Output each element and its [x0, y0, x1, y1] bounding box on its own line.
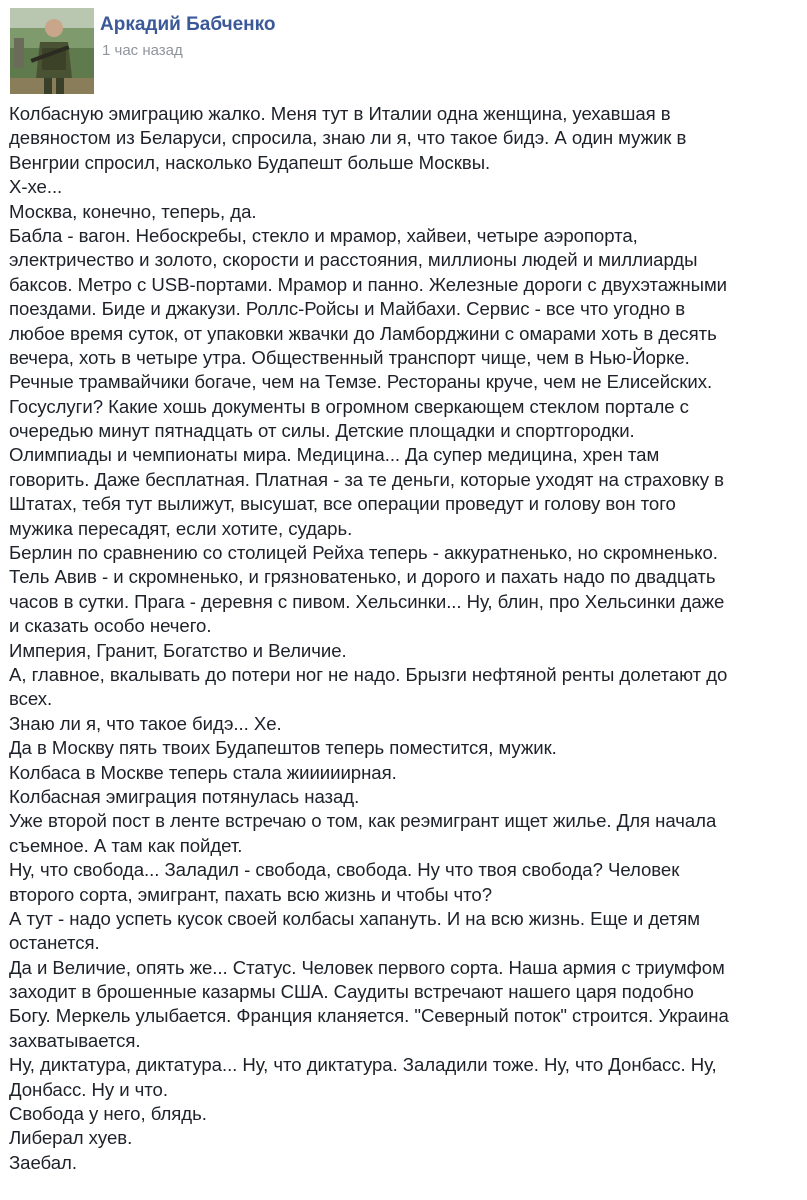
author-avatar[interactable]	[10, 8, 94, 94]
post-text-line: второго сорта, эмигрант, пахать всю жизнь и чтобы что?	[9, 883, 493, 905]
post-text-line: Да и Величие, опять же... Статус. Человек первого сорта. Наша армия с триумфом	[9, 956, 725, 978]
post-text-line: Москва, конечно, теперь, да.	[9, 200, 257, 222]
post-text-line: любое время суток, от упаковки жвачки до Ламборджини с омарами хоть в десять	[9, 322, 717, 344]
post-text-line: электричество и золото, скорости и расстояния, миллионы людей и миллиарды	[9, 249, 698, 271]
post-text-line: Госуслуги? Какие хошь документы в огромном сверкающем стеклом портале с	[9, 395, 689, 417]
post-text-line: Уже второй пост в ленте встречаю о том, как реэмигрант ищет жилье. Для начала	[9, 810, 717, 832]
post-text-line: Богу. Меркель улыбается. Франция кланяется. "Северный поток" строится. Украина	[9, 1005, 729, 1027]
post-text-line: Колбаса в Москве теперь стала жииииирная.	[9, 761, 397, 783]
post-text-line: захватывается.	[9, 1029, 141, 1051]
post-text-line: Донбасс. Ну и что.	[9, 1078, 168, 1100]
post-text-line: А тут - надо успеть кусок своей колбасы хапануть. И на всю жизнь. Еще и детям	[9, 907, 701, 929]
post-text-line: Знаю ли я, что такое бидэ... Хе.	[9, 712, 282, 734]
post-text-line: Х-хе...	[9, 176, 63, 198]
post-text-line: Речные трамвайчики богаче, чем на Темзе. Рестораны круче, чем не Елисейских.	[9, 371, 713, 393]
post-text	[9, 102, 799, 1175]
post-text-line: Колбасную эмиграцию жалко. Меня тут в Италии одна женщина, уехавшая в	[9, 103, 671, 124]
post-text-line: Либерал хуев.	[9, 1127, 133, 1149]
post-text-line: Тель Авив - и скромненько, и грязноватенько, и дорого и пахать надо по двадцать	[9, 566, 716, 588]
post-text-line: и сказать особо нечего.	[9, 615, 212, 637]
post-text-line: всех.	[9, 688, 53, 710]
post-text-line: съемное. А там как пойдет.	[9, 834, 243, 856]
post-text-line: Венгрии спросил, насколько Будапешт больше Москвы.	[9, 151, 491, 173]
post-text-line: мужика пересадят, если хотите, сударь.	[9, 517, 353, 539]
post-text-line: Империя, Гранит, Богатство и Величие.	[9, 639, 347, 661]
post-text-line: Ну, диктатура, диктатура... Ну, что диктатура. Заладили тоже. Ну, что Донбасс. Ну,	[9, 1054, 717, 1076]
post-text-line: заходит в брошенные казармы США. Саудиты встречают нашего царя подобно	[9, 981, 694, 1003]
post-text-line: баксов. Метро с USB-портами. Мрамор и панно. Железные дороги с двухэтажными	[9, 273, 728, 295]
post-text-line: поездами. Биде и джакузи. Роллс-Ройсы и Майбахи. Сервис - все что угодно в	[9, 298, 686, 320]
avatar-photo-icon	[10, 8, 94, 94]
post-text-line: говорить. Даже бесплатная. Платная - за те деньги, которые уходят на страховку в	[9, 468, 724, 490]
post-text-line: Штатах, тебя тут вылижут, высушат, все операции проведут и голову вон того	[9, 493, 676, 515]
author-name[interactable]: Аркадий Бабченко	[100, 14, 276, 35]
post-text-line: Олимпиады и чемпионаты мира. Медицина... Да супер медицина, хрен там	[9, 444, 660, 466]
post-text-line: часов в сутки. Прага - деревня с пивом. Хельсинки... Ну, блин, про Хельсинки даже	[9, 590, 725, 612]
post-text-line: Ну, что свобода... Заладил - свобода, свобода. Ну что твоя свобода? Человек	[9, 859, 680, 881]
post-header	[10, 8, 790, 94]
post-text-line: вечера, хоть в четыре утра. Общественный транспорт чище, чем в Нью-Йорке.	[9, 346, 690, 368]
post-text-line: Бабла - вагон. Небоскребы, стекло и мрамор, хайвеи, четыре аэропорта,	[9, 224, 638, 246]
post-text-line: Заебал.	[9, 1151, 77, 1173]
post-text-line: Колбасная эмиграция потянулась назад.	[9, 785, 360, 807]
post-text-line: девяностом из Беларуси, спросила, знаю ли я, что такое бидэ. А один мужик в	[9, 127, 687, 149]
post-text-line: А, главное, вкалывать до потери ног не надо. Брызги нефтяной ренты долетают до	[9, 663, 728, 685]
post-text-line: очередью минут пятнадцать от силы. Детские площадки и спортгородки.	[9, 420, 635, 442]
post-text-line: Берлин по сравнению со столицей Рейха теперь - аккуратненько, но скромненько.	[9, 542, 718, 564]
post-text-line: Свобода у него, блядь.	[9, 1103, 207, 1125]
post-timestamp[interactable]: 1 час назад	[102, 42, 183, 59]
post-text-line: останется.	[9, 932, 100, 954]
post-text-line: Да в Москву пять твоих Будапештов теперь поместится, мужик.	[9, 737, 557, 759]
